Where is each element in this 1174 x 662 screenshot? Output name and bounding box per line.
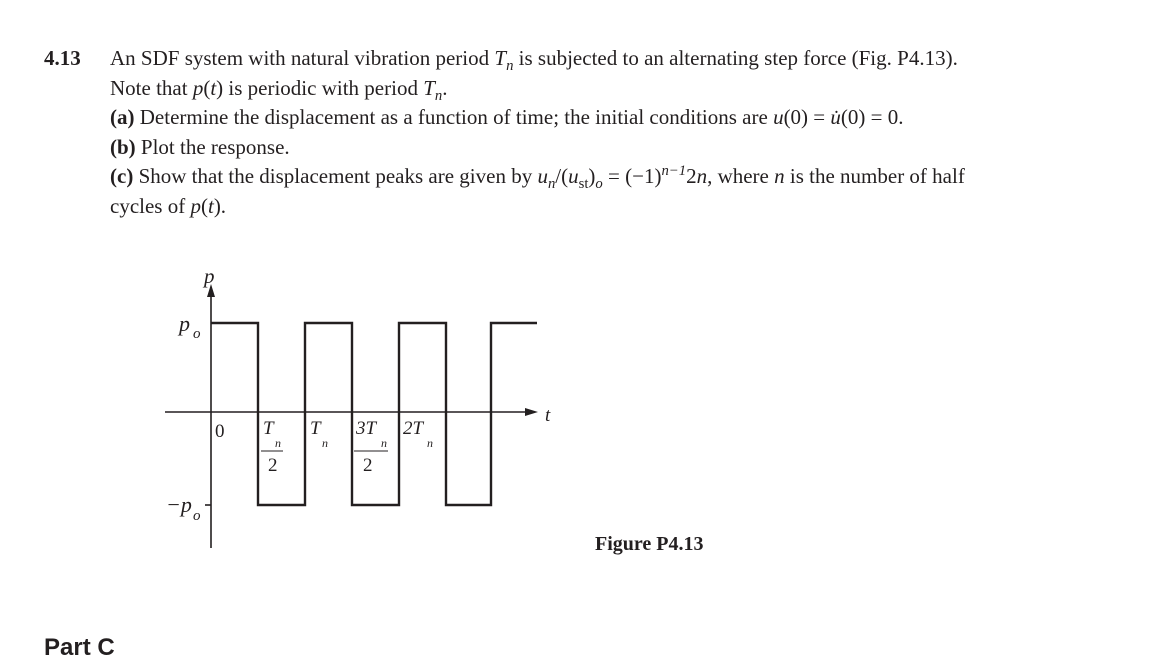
problem-statement-line-2: Note that p(t) is periodic with period $T_n$. xyxy=(110,75,448,104)
po-label xyxy=(177,311,201,342)
part-c: (c) Show that the displacement peaks are given by $u_n/(u_{st})_o = (-1)^{n-1}2n$, where n is the number of half xyxy=(110,163,965,193)
svg-text:n: n xyxy=(275,436,281,450)
svg-text:−p: −p xyxy=(166,492,192,517)
svg-text:n: n xyxy=(427,436,433,450)
svg-text:o: o xyxy=(193,326,201,342)
tick-label-two-tn xyxy=(403,418,433,450)
svg-text:T: T xyxy=(310,418,321,439)
tick-label-half-tn xyxy=(261,418,283,476)
part-heading: Part C xyxy=(44,634,115,661)
svg-text:3T: 3T xyxy=(356,418,377,439)
svg-text:n: n xyxy=(381,436,387,450)
problem-statement-line-last: cycles of p(t). xyxy=(110,193,227,218)
svg-text:2: 2 xyxy=(363,455,373,476)
tick-label-zero: 0 xyxy=(215,421,225,442)
figure-caption: Figure P4.13 xyxy=(595,533,704,555)
axis-y-label: p xyxy=(204,264,215,288)
svg-text:o: o xyxy=(193,508,201,524)
svg-text:2: 2 xyxy=(268,455,278,476)
svg-text:n: n xyxy=(322,436,328,450)
tick-label-tn xyxy=(310,418,328,450)
horizontal-axis-arrow xyxy=(525,408,538,416)
neg-po-label xyxy=(166,492,201,524)
problem-statement-line-1: An SDF system with natural vibration period $T_n$ is subjected to an alternating step force (Fig. P4.13). xyxy=(110,46,958,75)
svg-text:T: T xyxy=(263,418,274,439)
part-a: (a) Determine the displacement as a function of time; the initial conditions are u(0) = u̇(0) = 0. xyxy=(110,105,904,129)
tick-label-three-half-tn xyxy=(354,418,388,476)
svg-text:p: p xyxy=(179,311,190,336)
part-b: (b) Plot the response. xyxy=(110,134,290,159)
problem-number: 4.13 xyxy=(44,46,81,70)
alternating-step-force-curve xyxy=(211,323,537,505)
axis-x-label: t xyxy=(545,405,551,426)
svg-text:2T: 2T xyxy=(403,418,424,439)
